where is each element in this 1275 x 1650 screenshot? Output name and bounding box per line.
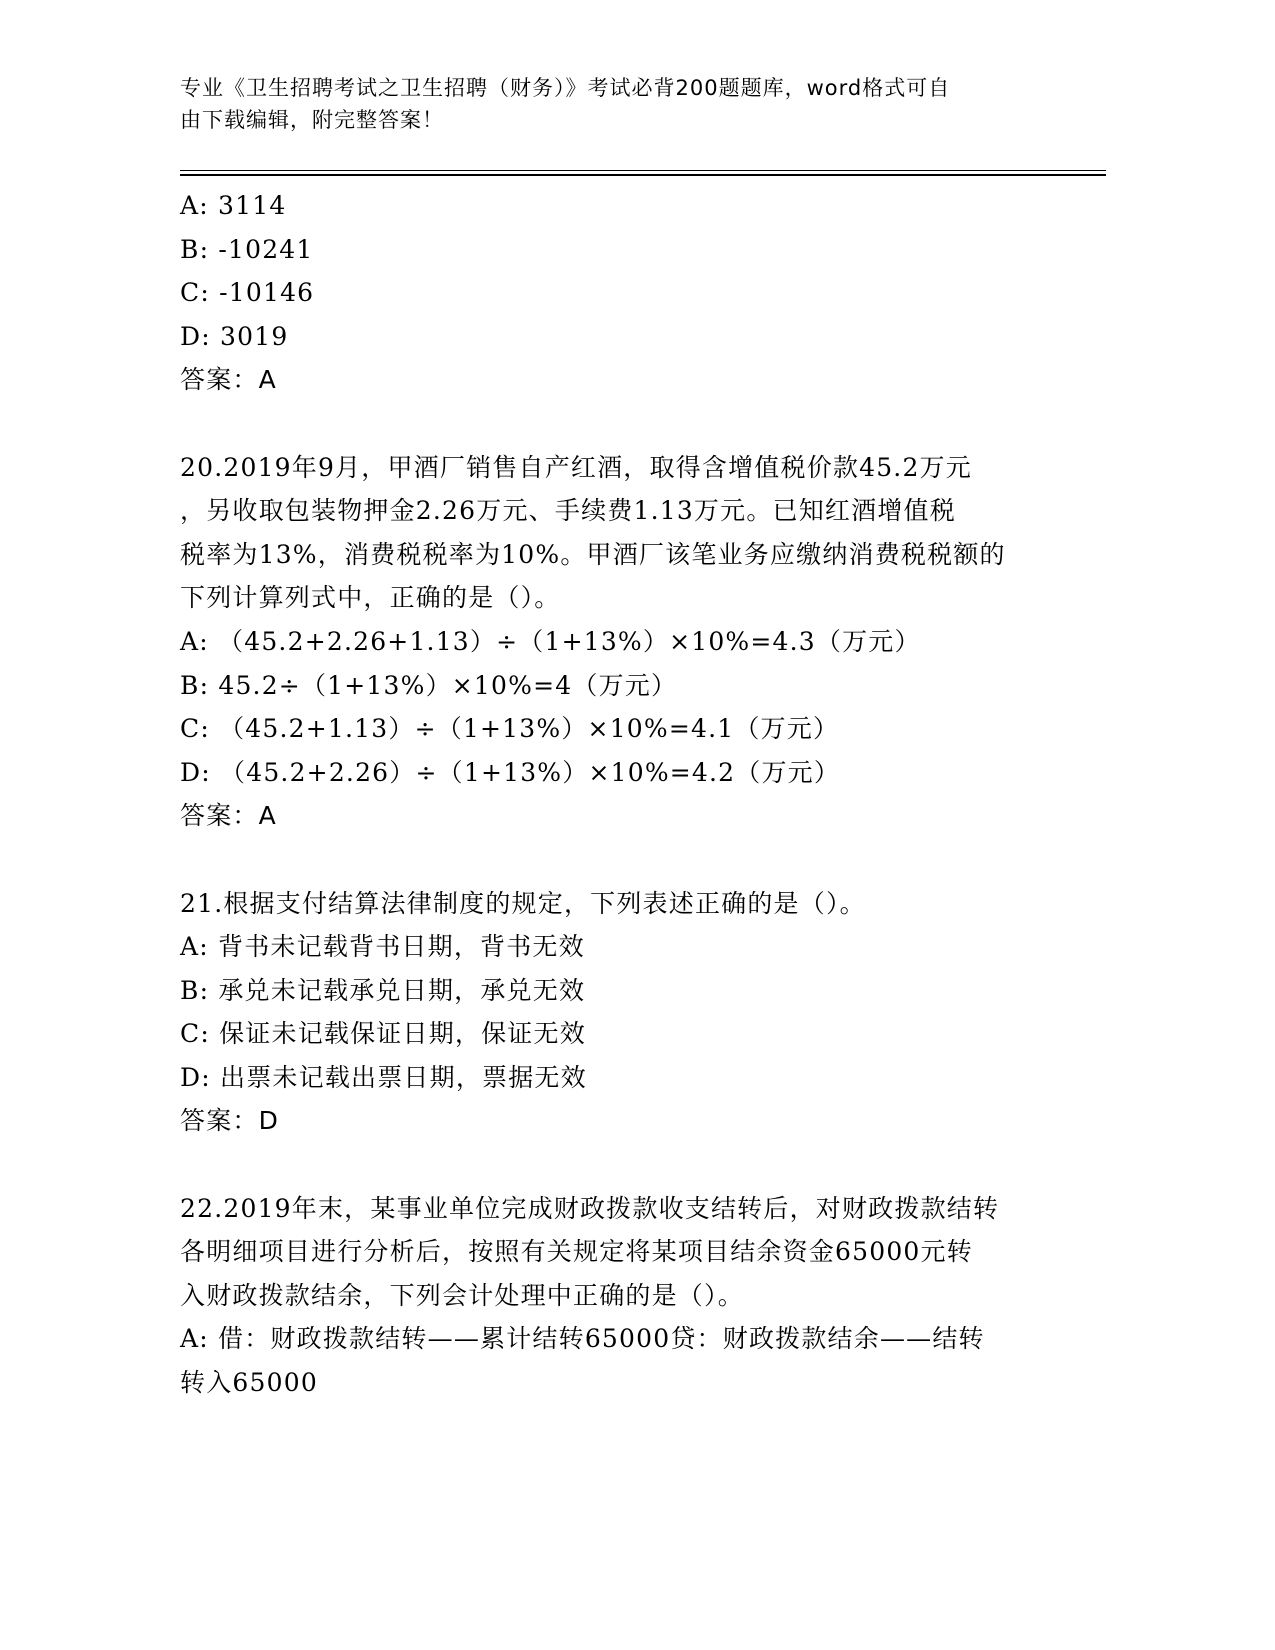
- question-block-22: [180, 1187, 1040, 1405]
- question-text-line: 各明细项目进行分析后，按照有关规定将某项目结余资金65000元转: [180, 1237, 973, 1267]
- answer-line: 答案：A: [180, 801, 277, 831]
- question-content: [180, 184, 1040, 1405]
- spacer: [180, 402, 1040, 446]
- question-text-line: 22.2019年末，某事业单位完成财政拨款收支结转后，对财政拨款结转: [180, 1193, 1000, 1223]
- option-d: D: （45.2+2.26）÷（1+13%）×10%=4.2（万元）: [180, 757, 841, 787]
- header-divider-thin: [180, 170, 1106, 171]
- option-d: D: 出票未记载出票日期，票据无效: [180, 1062, 587, 1092]
- question-block-19: [180, 184, 1040, 402]
- question-text-line: 入财政拨款结余，下列会计处理中正确的是（）。: [180, 1280, 744, 1310]
- option-a: A: （45.2+2.26+1.13）÷（1+13%）×10%=4.3（万元）: [180, 626, 921, 656]
- document-header: [180, 72, 1040, 136]
- question-text-line: 下列计算列式中，正确的是（）。: [180, 583, 561, 613]
- spacer: [180, 838, 1040, 882]
- question-block-21: [180, 882, 1040, 1144]
- answer-line: 答案：A: [180, 365, 277, 395]
- option-a: A: 3114: [180, 191, 287, 220]
- question-text-line: 20.2019年9月，甲酒厂销售自产红酒，取得含增值税价款45.2万元: [180, 452, 972, 482]
- question-block-20: [180, 446, 1040, 838]
- header-line-1: 专业《卫生招聘考试之卫生招聘（财务）》考试必背200题题库，word格式可自: [180, 76, 951, 100]
- option-b: B: 承兑未记载承兑日期，承兑无效: [180, 975, 586, 1005]
- option-a-continued: 转入65000: [180, 1368, 318, 1398]
- option-b: B: 45.2÷（1+13%）×10%=4（万元）: [180, 670, 678, 700]
- option-a: A: 借：财政拨款结转——累计结转65000贷：财政拨款结余——结转: [180, 1324, 985, 1354]
- header-line-2: 由下载编辑，附完整答案！: [180, 108, 444, 132]
- question-text-line: 21.根据支付结算法律制度的规定，下列表述正确的是（）。: [180, 888, 866, 918]
- option-c: C: 保证未记载保证日期，保证无效: [180, 1019, 586, 1049]
- answer-line: 答案：D: [180, 1106, 280, 1136]
- option-b: B: -10241: [180, 234, 314, 264]
- option-c: C: （45.2+1.13）÷（1+13%）×10%=4.1（万元）: [180, 714, 840, 744]
- question-text-line: 税率为13%，消费税税率为10%。甲酒厂该笔业务应缴纳消费税税额的: [180, 539, 1006, 569]
- option-a: A: 背书未记载背书日期，背书无效: [180, 932, 585, 962]
- spacer: [180, 1143, 1040, 1187]
- header-divider-thick: [180, 174, 1106, 176]
- option-d: D: 3019: [180, 321, 289, 351]
- question-text-line: ，另收取包装物押金2.26万元、手续费1.13万元。已知红酒增值税: [180, 496, 956, 526]
- option-c: C: -10146: [180, 278, 315, 308]
